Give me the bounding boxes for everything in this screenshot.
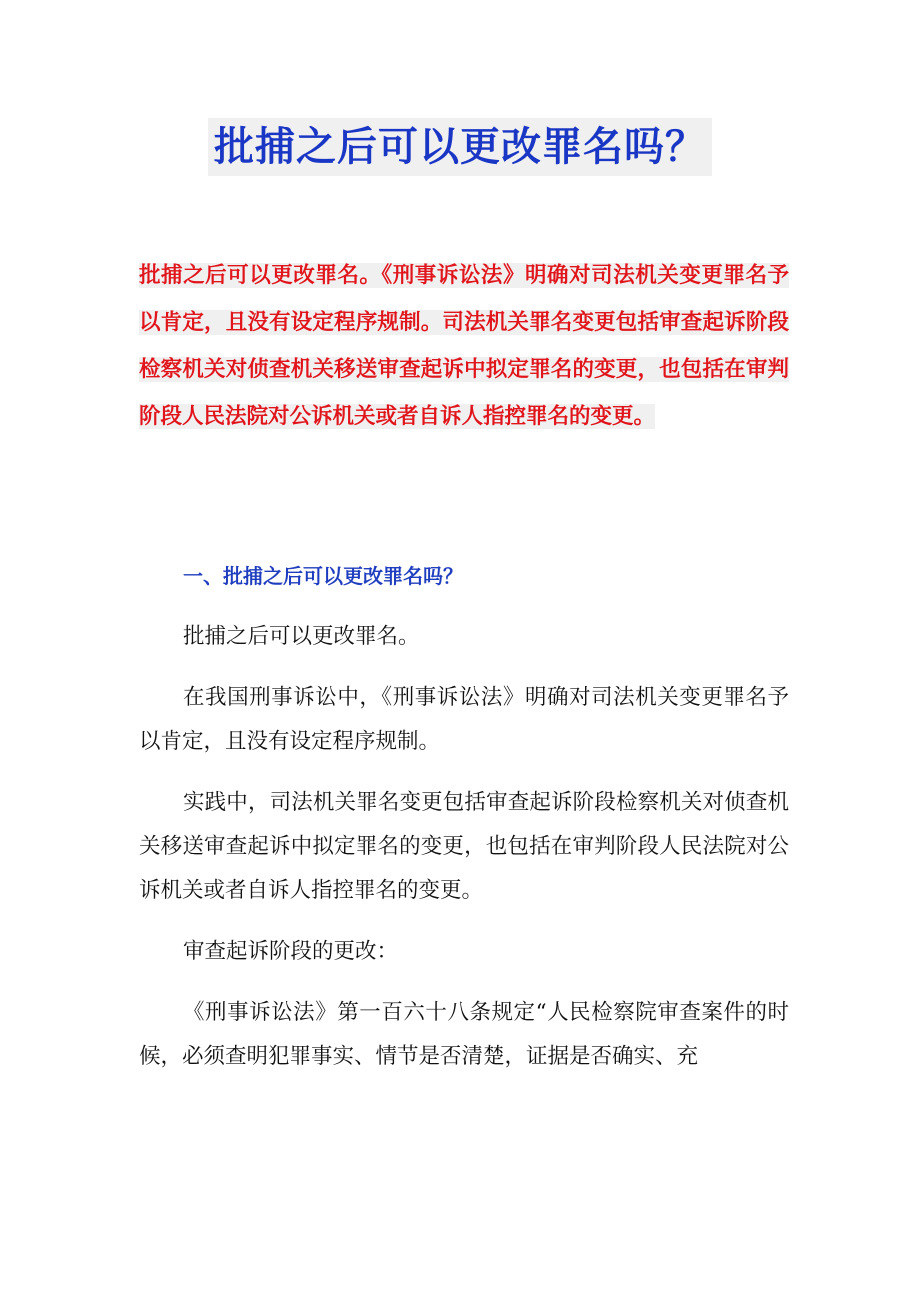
summary-block xyxy=(139,252,789,440)
document-title: 批捕之后可以更改罪名吗？ xyxy=(208,118,712,176)
section-heading: 一、批捕之后可以更改罪名吗？ xyxy=(183,564,463,588)
paragraph-4: 审查起诉阶段的更改： xyxy=(183,939,399,964)
paragraph-1: 批捕之后可以更改罪名。 xyxy=(183,624,420,649)
paragraph-3: 实践中，司法机关罪名变更包括审查起诉阶段检察机关对侦查机关移送审查起诉中拟定罪名的变更，也包括在审判阶段人民法院对公诉机关或者自诉人指控罪名的变更。 xyxy=(139,790,789,903)
paragraph-2: 在我国刑事诉讼中，《刑事诉讼法》明确对司法机关变更罪名予以肯定，且没有设定程序规制。 xyxy=(139,685,789,754)
title-wrap xyxy=(0,118,920,176)
paragraph-5: 《刑事诉讼法》第一百六十八条规定“人民检察院审查案件的时候，必须查明犯罪事实、情节是否清楚，证据是否确实、充 xyxy=(139,1000,789,1069)
summary-text: 批捕之后可以更改罪名。《刑事诉讼法》明确对司法机关变更罪名予以肯定，且没有设定程序规制。司法机关罪名变更包括审查起诉阶段检察机关对侦查机关移送审查起诉中拟定罪名的变更，也包括在审判阶段人民法院对公诉机关或者自诉人指控罪名的变更。 xyxy=(139,263,789,429)
document-body xyxy=(139,554,789,1096)
